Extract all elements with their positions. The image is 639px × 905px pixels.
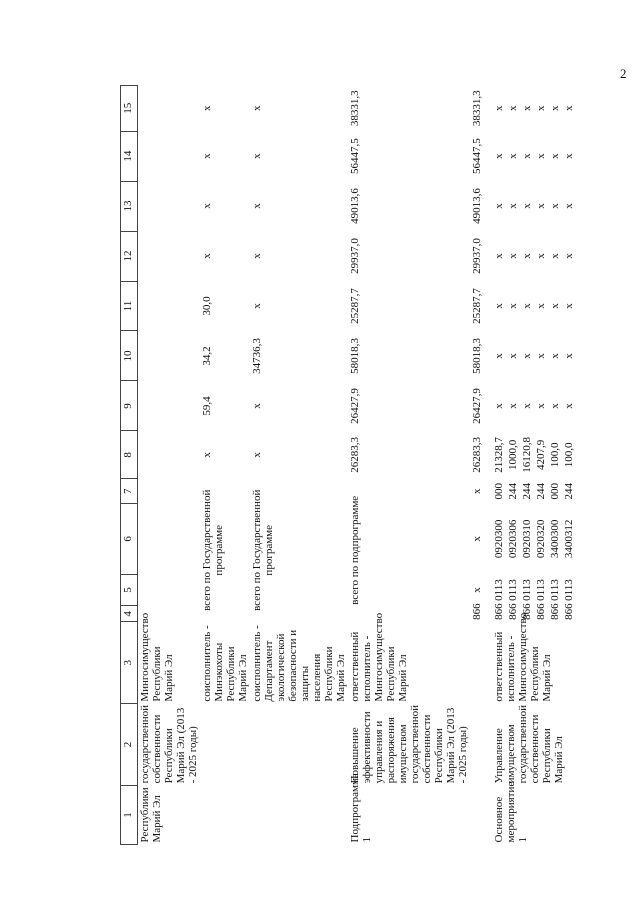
value-cell: x (201, 253, 213, 259)
row-description: Повышение эффективности управления и распоряжения имуществом государственной собственности Республики Марий Эл (2013 - 2025 годы) (349, 705, 469, 784)
page-number: 2 (620, 66, 627, 81)
value-cell: x (563, 203, 575, 209)
value-cell: x (535, 253, 547, 259)
row-description: государственной собственности Республики Марий Эл (2013 - 2025 годы) (139, 705, 199, 784)
header-cell: 11 (121, 281, 138, 331)
header-cell: 1 (121, 785, 138, 844)
target-code: x (471, 536, 483, 542)
value-cell: 26427,9 (349, 388, 361, 424)
target-code: 3400312 (563, 519, 575, 559)
value-cell: 34,2 (201, 346, 213, 366)
expense-code: x (471, 488, 483, 494)
row-label: Основное мероприятие 1 (493, 781, 529, 843)
section-code: 0113 (507, 579, 519, 601)
target-code: 0920310 (521, 519, 533, 559)
value-cell: 58018,3 (349, 338, 361, 374)
value-cell (138, 86, 201, 132)
target-code: 0920300 (493, 519, 505, 559)
value-cell: x (493, 353, 505, 359)
target-code: 0920320 (535, 519, 547, 559)
value-cell (138, 281, 201, 331)
value-cell: 59,4 (201, 396, 213, 416)
value-cell: x (521, 203, 533, 209)
value-cell: x (507, 403, 519, 409)
table-row (250, 86, 348, 845)
value-cell: x (507, 203, 519, 209)
value-cell: x (563, 253, 575, 259)
value-cell: x (563, 153, 575, 159)
value-cell: x (251, 203, 263, 209)
expense-code: 244 (535, 482, 547, 500)
grbs-code: 866 (535, 603, 547, 620)
value-cell: x (521, 303, 533, 309)
value-cell: x (507, 303, 519, 309)
value-cell: x (535, 403, 547, 409)
value-cell: 29937,0 (471, 238, 483, 274)
expense-code: 244 (521, 482, 533, 500)
header-cell: 13 (121, 181, 138, 231)
header-cell: 14 (121, 131, 138, 181)
header-cell: 2 (121, 704, 138, 786)
program-table (120, 85, 576, 845)
value-cell: x (563, 353, 575, 359)
table-row (470, 86, 484, 845)
value-cell: x (535, 203, 547, 209)
section-code: 0113 (549, 579, 561, 601)
value-cell: 16120,8 (521, 436, 533, 473)
value-cell: x (507, 353, 519, 359)
value-cell: x (549, 303, 561, 309)
row-label (200, 785, 250, 844)
value-cell: 29937,0 (349, 238, 361, 274)
value-cell: x (201, 452, 213, 458)
section-code: 0113 (521, 579, 533, 601)
header-cell: 4 (121, 606, 138, 622)
value-cell: x (507, 153, 519, 159)
expense-code: 244 (563, 482, 575, 500)
value-cell: 30,0 (201, 296, 213, 316)
target-code: 0920306 (507, 519, 519, 559)
value-cell: x (493, 403, 505, 409)
value-cell: x (493, 253, 505, 259)
row-label (470, 785, 484, 844)
expense-code: 000 (493, 482, 505, 500)
value-cell (138, 231, 201, 281)
header-cell: 15 (121, 86, 138, 132)
value-cell: 21328,7 (493, 436, 505, 473)
value-cell (138, 431, 201, 479)
row-executor (470, 622, 484, 704)
value-cell: 56447,5 (471, 138, 483, 174)
rotated-table-container (120, 85, 575, 845)
header-cell: 9 (121, 381, 138, 431)
header-cell: 8 (121, 431, 138, 479)
section-code: 0113 (563, 579, 575, 601)
grbs-code: 866 (493, 603, 505, 620)
row-description: Управление имуществом государственной собственности Республики Марий Эл (493, 705, 565, 784)
value-cell: x (549, 203, 561, 209)
grbs-code: 866 (549, 603, 561, 620)
value-cell: 25287,7 (349, 288, 361, 324)
value-cell: x (549, 353, 561, 359)
table-row (492, 86, 506, 845)
value-cell: 26283,3 (349, 436, 361, 473)
value-cell (138, 181, 201, 231)
row-label (250, 785, 348, 844)
value-cell (138, 131, 201, 181)
header-cell: 10 (121, 331, 138, 381)
value-cell: 49013,6 (349, 188, 361, 224)
value-cell: x (521, 253, 533, 259)
value-cell: x (535, 105, 547, 112)
value-cell: x (251, 253, 263, 259)
value-cell (138, 381, 201, 431)
header-cell: 3 (121, 622, 138, 704)
row-executor: соисполнитель - Минэкохоты Республики Марий Эл (201, 625, 249, 702)
value-cell: x (521, 153, 533, 159)
value-cell: 58018,3 (471, 338, 483, 374)
value-cell: 26283,3 (471, 436, 483, 473)
value-cell: x (251, 452, 263, 458)
value-cell: x (251, 105, 263, 112)
value-cell: x (535, 353, 547, 359)
value-cell: x (201, 105, 213, 112)
target-code: 3400300 (549, 519, 561, 559)
value-cell: 4207,9 (535, 439, 547, 470)
span-note: всего по Государственной программе (251, 489, 275, 611)
value-cell: x (549, 253, 561, 259)
grbs-code: 866 (521, 603, 533, 620)
value-cell: 56447,5 (349, 138, 361, 174)
row-executor: Мингосимущество Республики Марий Эл (139, 612, 175, 702)
value-cell: x (521, 403, 533, 409)
header-cell: 5 (121, 574, 138, 606)
value-cell: x (251, 403, 263, 409)
row-description (250, 704, 348, 786)
span-note: всего по Государственной программе (201, 489, 225, 611)
value-cell: x (549, 153, 561, 159)
value-cell: 34736,3 (251, 338, 263, 374)
value-cell: x (563, 403, 575, 409)
value-cell: x (507, 253, 519, 259)
value-cell: x (549, 403, 561, 409)
value-cell: x (563, 105, 575, 112)
row-executor: соисполнитель - Департамент экологической безопасности и защиты населения Республики Марий Эл (251, 625, 347, 702)
grbs-code: 866 (507, 603, 519, 620)
value-cell: 38331,3 (471, 90, 483, 127)
header-row (121, 86, 138, 845)
value-cell: x (493, 203, 505, 209)
value-cell: 26427,9 (471, 388, 483, 424)
table-row (200, 86, 250, 845)
span-note: всего по подпрограмме (349, 495, 361, 605)
row-description (470, 704, 484, 786)
expense-code: 000 (549, 482, 561, 500)
value-cell: x (507, 105, 519, 112)
value-cell: 100,0 (549, 442, 561, 468)
value-cell: x (521, 105, 533, 112)
value-cell: x (535, 303, 547, 309)
header-cell: 7 (121, 479, 138, 504)
value-cell: 25287,7 (471, 288, 483, 324)
value-cell: x (493, 105, 505, 112)
row-label: Республики Марий Эл (139, 787, 163, 843)
value-cell: 49013,6 (471, 188, 483, 224)
value-cell: x (493, 153, 505, 159)
value-cell (138, 331, 201, 381)
header-cell: 6 (121, 504, 138, 574)
expense-code: 244 (507, 482, 519, 500)
row-description (200, 704, 250, 786)
value-cell: x (563, 303, 575, 309)
row-label: Подпрограмма 1 (349, 773, 373, 843)
value-cell: x (201, 153, 213, 159)
value-cell: 1000,0 (507, 439, 519, 470)
section-code: x (471, 587, 483, 593)
value-cell: x (251, 153, 263, 159)
row-executor: ответственный исполнитель - Мингосимущество Республики Марий Эл (493, 612, 553, 702)
section-code: 0113 (535, 579, 547, 601)
header-cell: 12 (121, 231, 138, 281)
value-cell: 100,0 (563, 442, 575, 468)
value-cell: x (201, 203, 213, 209)
row-executor: ответственный исполнитель - Мингосимущество Республики Марий Эл (349, 612, 409, 702)
section-code: 0113 (493, 579, 505, 601)
table-row (348, 86, 470, 845)
table-row (138, 86, 201, 845)
value-cell: x (493, 303, 505, 309)
grbs-code: 866 (563, 603, 575, 620)
grbs-code: 866 (471, 603, 483, 620)
value-cell: x (535, 153, 547, 159)
value-cell: x (549, 105, 561, 112)
value-cell: x (251, 303, 263, 309)
value-cell: x (521, 353, 533, 359)
value-cell: 38331,3 (349, 90, 361, 127)
